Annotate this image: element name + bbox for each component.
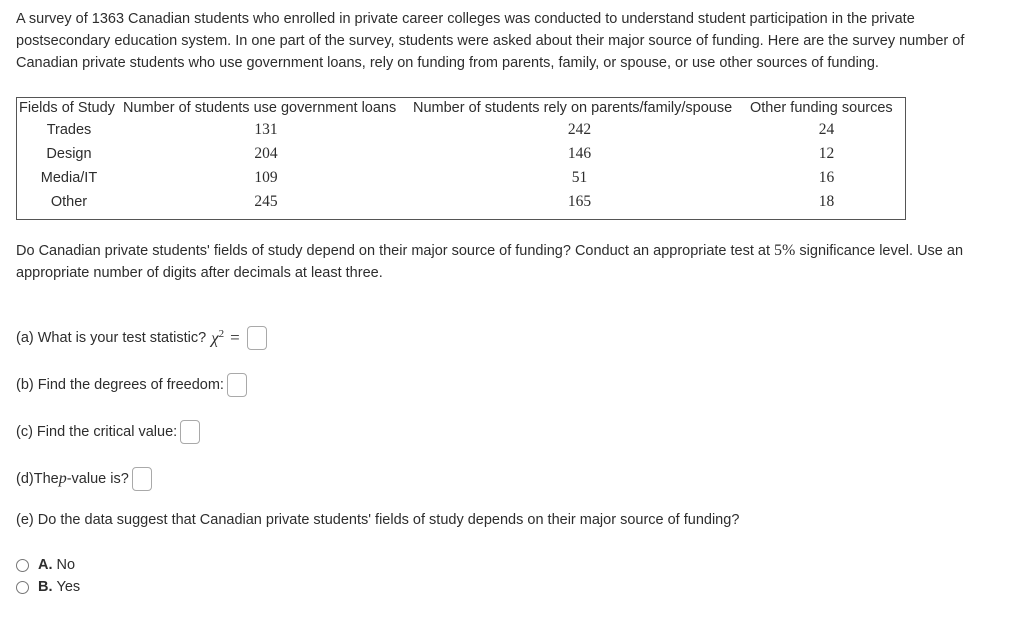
header-other-sources: Other funding sources — [750, 100, 893, 116]
cell-field: Trades — [46, 122, 92, 138]
header-government-loans: Number of students use government loans — [123, 100, 397, 116]
part-b — [16, 373, 247, 397]
header-field: Fields of Study — [19, 100, 115, 116]
radio-button-a[interactable] — [16, 559, 29, 572]
table-row — [17, 166, 906, 190]
part-a — [16, 326, 267, 350]
cell-other-sources: 12 — [818, 145, 835, 162]
cell-field: Design — [46, 146, 92, 162]
option-b-label: Yes — [56, 579, 81, 595]
p-variable: p — [58, 470, 67, 487]
option-a-label: No — [56, 557, 76, 573]
p-value-input[interactable] — [132, 467, 152, 491]
problem-intro: A survey of 1363 Canadian students who enrolled in private career colleges was conducted to understand student participation in the private postsecondary education system. In one part of the survey, students were asked about their major source of funding. Here are the survey number of Canadian private students who use government loans, rely on funding from parents, family, or spouse, or use other sources of funding. — [16, 11, 965, 71]
cell-government-loans: 204 — [254, 145, 278, 162]
degrees-of-freedom-input[interactable] — [227, 373, 247, 397]
cell-government-loans: 131 — [254, 121, 278, 138]
cell-parents-family-spouse: 165 — [567, 193, 592, 210]
part-b-label: (b) Find the degrees of freedom: — [16, 377, 224, 393]
part-c — [16, 420, 200, 444]
question-text-start: Do Canadian private students' fields of study depend on their major source of funding? Conduct an appropriate test at — [16, 243, 775, 259]
header-parents-family-spouse: Number of students rely on parents/family/spouse — [413, 100, 733, 116]
part-e-label: (e) Do the data suggest that Canadian private students' fields of study depends on their major source of funding? — [16, 512, 740, 528]
option-a-letter: A. — [38, 557, 53, 573]
part-a-label: (a) What is your test statistic? — [16, 330, 207, 346]
cell-government-loans: 109 — [254, 169, 278, 186]
significance-level: 5% — [774, 242, 796, 259]
cell-other-sources: 16 — [818, 169, 835, 186]
cell-government-loans: 245 — [254, 193, 278, 210]
question-text-end: significance level. Use an appropriate number of digits after decimals at least three. — [16, 243, 964, 281]
part-d — [16, 467, 152, 491]
part-d-label-start: (d)The — [16, 471, 59, 487]
survey-table — [16, 97, 906, 220]
test-statistic-input[interactable] — [247, 326, 267, 350]
question-text — [16, 240, 1012, 284]
cell-other-sources: 18 — [818, 193, 835, 210]
cell-parents-family-spouse: 242 — [567, 121, 592, 138]
chi-square-symbol: $\chi^2$ — [211, 327, 225, 348]
option-b-letter: B. — [38, 579, 53, 595]
critical-value-input[interactable] — [180, 420, 200, 444]
option-no[interactable] — [16, 557, 75, 573]
table-row — [17, 142, 906, 166]
cell-field: Other — [50, 194, 88, 210]
part-c-label: (c) Find the critical value: — [16, 424, 178, 440]
cell-field: Media/IT — [40, 170, 98, 186]
cell-parents-family-spouse: 146 — [567, 145, 592, 162]
part-e — [16, 512, 739, 528]
cell-parents-family-spouse: 51 — [571, 169, 588, 186]
table-row — [17, 190, 906, 220]
table-row — [17, 118, 906, 142]
equals-sign: = — [230, 328, 240, 347]
cell-other-sources: 24 — [818, 121, 835, 138]
table-header-row — [17, 98, 906, 119]
option-yes[interactable] — [16, 579, 80, 595]
part-d-label-end: -value is? — [66, 471, 129, 487]
radio-button-b[interactable] — [16, 581, 29, 594]
